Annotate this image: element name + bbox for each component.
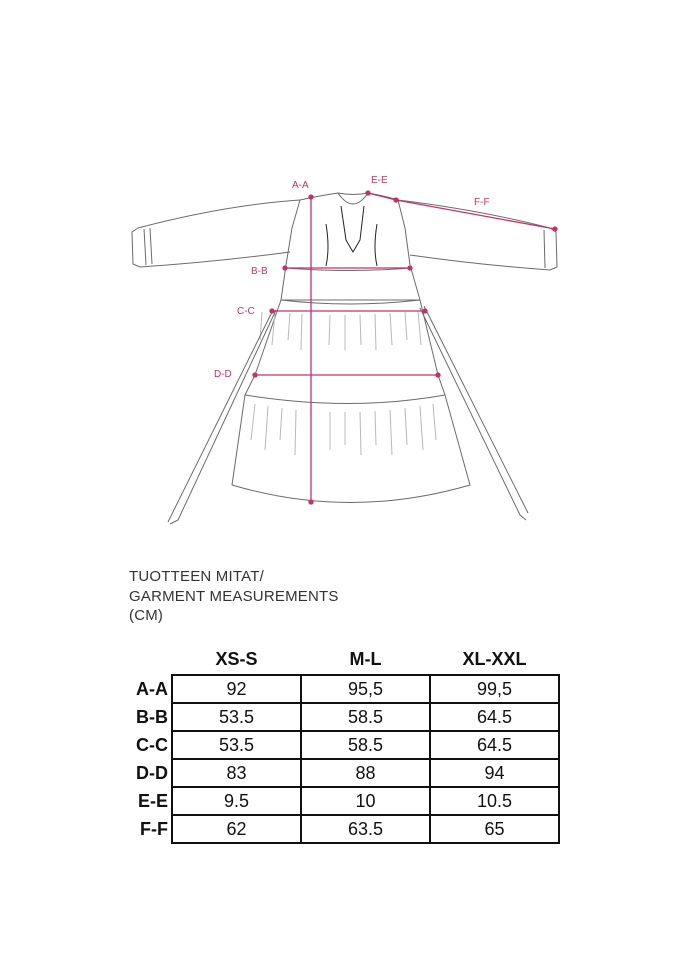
measurements-heading	[129, 567, 339, 626]
row-label: D-D	[136, 762, 168, 783]
table-row	[129, 703, 559, 731]
table-cell: 95,5	[301, 675, 430, 703]
table-cell: 63.5	[301, 815, 430, 843]
table-cell: 53.5	[172, 731, 301, 759]
table-row	[129, 787, 559, 815]
skirt-tier-2	[245, 375, 445, 404]
left-sleeve	[132, 200, 300, 267]
label-ff: F-F	[474, 197, 490, 208]
corner-cell	[129, 645, 172, 675]
row-label: C-C	[136, 734, 168, 755]
table-cell: 64.5	[430, 731, 559, 759]
heading-line-1: TUOTTEEN MITAT/	[129, 568, 264, 585]
size-table	[129, 645, 560, 844]
table-cell: 64.5	[430, 703, 559, 731]
table-cell: 62	[172, 815, 301, 843]
table-cell: 99,5	[430, 675, 559, 703]
table-cell: 9.5	[172, 787, 301, 815]
heading-line-2: GARMENT MEASUREMENTS	[129, 587, 339, 605]
right-sleeve	[398, 200, 557, 270]
table-row	[129, 731, 559, 759]
bodice-outline	[281, 193, 420, 300]
table-cell: 65	[430, 815, 559, 843]
measure-line-ee	[368, 193, 396, 200]
column-header-m-l: M-L	[349, 649, 382, 669]
heading-line-3: (CM)	[129, 607, 164, 624]
row-label: A-A	[136, 678, 168, 699]
placket	[341, 206, 364, 252]
table-cell: 94	[430, 759, 559, 787]
table-row	[129, 815, 559, 843]
table-cell: 58.5	[301, 731, 430, 759]
right-tie	[420, 308, 526, 520]
row-label: E-E	[137, 790, 168, 811]
label-ee: E-E	[371, 175, 388, 186]
row-label: B-B	[136, 706, 168, 727]
table-row	[129, 759, 559, 787]
table-cell: 58.5	[301, 703, 430, 731]
column-header-xs-s: XS-S	[215, 649, 258, 669]
label-bb: B-B	[251, 266, 268, 277]
size-header-row	[129, 645, 559, 675]
table-cell: 53.5	[172, 703, 301, 731]
label-dd: D-D	[214, 369, 232, 380]
table-cell: 10	[301, 787, 430, 815]
table-cell: 10.5	[430, 787, 559, 815]
table-cell: 92	[172, 675, 301, 703]
label-cc: C-C	[237, 306, 255, 317]
table-cell: 83	[172, 759, 301, 787]
table-row	[129, 675, 559, 703]
label-aa: A-A	[292, 180, 309, 191]
column-header-xl-xxl: XL-XXL	[462, 649, 527, 669]
table-cell: 88	[301, 759, 430, 787]
row-label: F-F	[140, 818, 168, 839]
